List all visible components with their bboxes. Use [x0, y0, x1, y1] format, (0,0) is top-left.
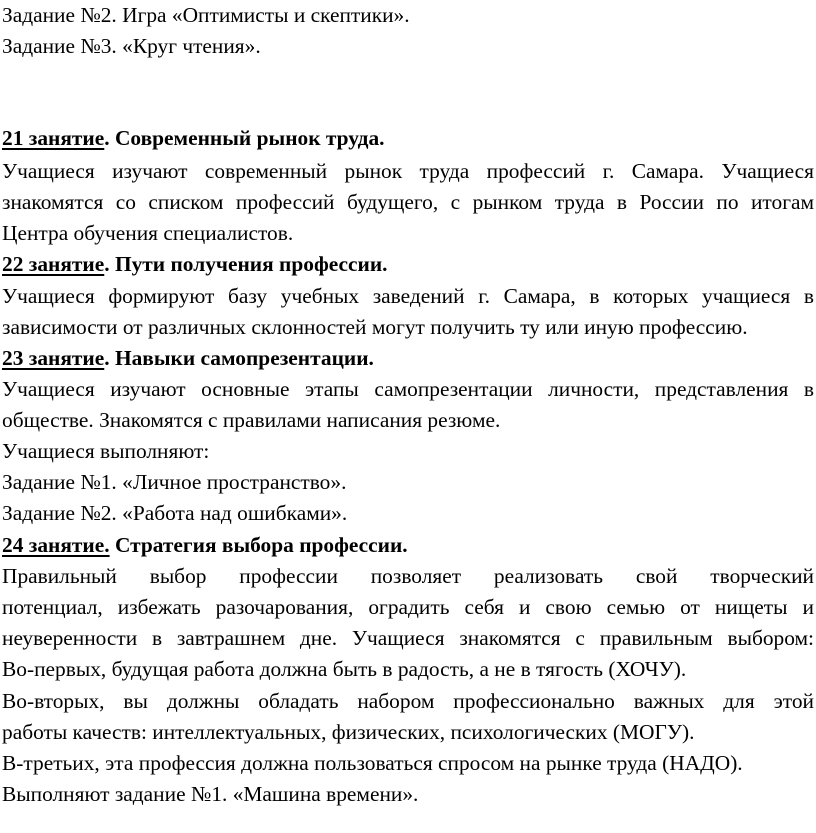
lesson-23-line-4: Задание №1. «Личное пространство».: [2, 470, 347, 494]
lesson-21-heading: [2, 123, 814, 154]
lesson-24-line-2: потенциал, избежать разочарования, оградить себя и свою семью от нищеты и: [2, 595, 814, 619]
lesson-23-line-5: Задание №2. «Работа над ошибками».: [2, 501, 348, 525]
lesson-21-number: 21 занятие: [2, 126, 105, 150]
lesson-24-title: Стратегия выбора профессии.: [109, 533, 408, 557]
lesson-24-line-7: В-третьих, эта профессия должна пользоваться спросом на рынке труда (НАДО).: [2, 751, 743, 775]
lesson-23-line-2: обществе. Знакомятся с правилами написания резюме.: [2, 408, 501, 432]
lesson-23-number: 23 занятие: [2, 346, 105, 370]
lesson-22-heading: [2, 249, 814, 280]
lesson-24-line-5: Во-вторых, вы должны обладать набором профессионально важных для этой: [2, 689, 814, 713]
lesson-21-line-3: Центра обучения специалистов.: [2, 221, 294, 245]
intro-task-2: Задание №2. Игра «Оптимисты и скептики».: [2, 3, 410, 27]
lesson-21-line-1: Учащиеся изучают современный рынок труда профессий г. Самара. Учащиеся: [2, 159, 814, 183]
lesson-24-line-3: неуверенности в завтрашнем дне. Учащиеся знакомятся с правильным выбором:: [2, 626, 814, 650]
lesson-22-number: 22 занятие: [2, 252, 105, 276]
lesson-22-line-2: зависимости от различных склонностей могут получить ту или иную профессию.: [2, 315, 748, 339]
intro-task-3: Задание №3. «Круг чтения».: [2, 34, 261, 58]
lesson-23-heading: [2, 343, 814, 374]
lesson-22-line-1: Учащиеся формируют базу учебных заведений г. Самара, в которых учащиеся в: [2, 284, 814, 308]
lesson-24-line-1: Правильный выбор профессии позволяет реализовать свой творческий: [2, 564, 814, 588]
lesson-21-line-2: знакомятся со списком профессий будущего, с рынком труда в России по итогам: [2, 190, 814, 214]
lesson-21-title: . Современный рынок труда.: [104, 126, 385, 150]
lesson-24-number: 24 занятие.: [2, 533, 110, 557]
lesson-23-title: . Навыки самопрезентации.: [104, 346, 374, 370]
lesson-23-line-1: Учащиеся изучают основные этапы самопрезентации личности, представления в: [2, 377, 814, 401]
lesson-24-heading: [2, 530, 814, 561]
lesson-23-line-3: Учащиеся выполняют:: [2, 439, 210, 463]
lesson-24-line-8: Выполняют задание №1. «Машина времени».: [2, 782, 419, 806]
lesson-24-line-6: работы качеств: интеллектуальных, физических, психологических (МОГУ).: [2, 720, 695, 744]
lesson-22-title: . Пути получения профессии.: [104, 252, 388, 276]
lesson-24-line-4: Во-первых, будущая работа должна быть в радость, а не в тягость (ХОЧУ).: [2, 657, 687, 681]
